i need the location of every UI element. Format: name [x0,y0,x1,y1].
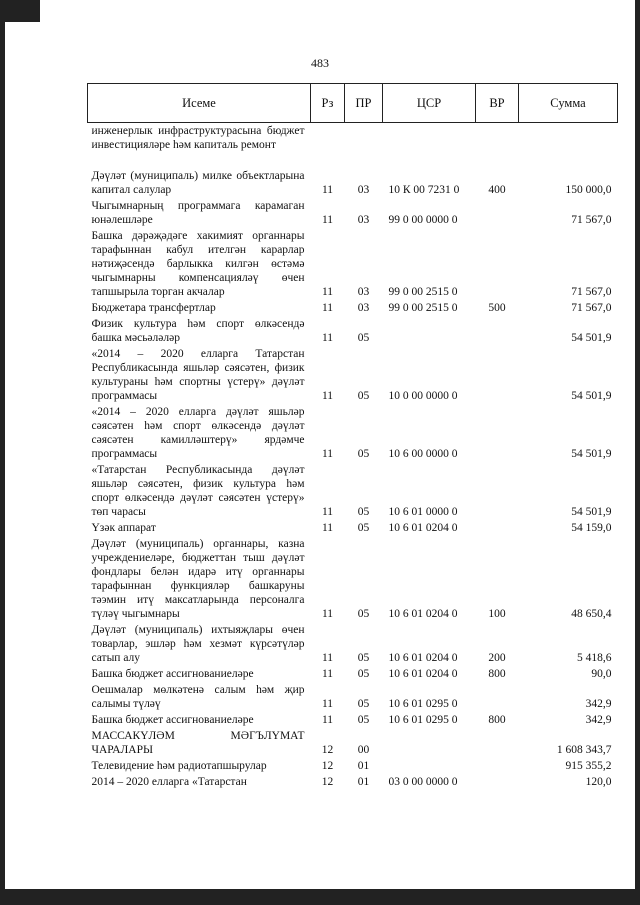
cell-vr [476,682,519,712]
cell-sum: 90,0 [591,668,612,680]
cell-pr: 05 [357,668,370,680]
cell-pr: 05 [357,698,370,710]
cell-name: инженерлык инфраструктурасына бюджет инвестицияләре һәм капиталь ремонт [91,125,305,151]
table-row [88,404,618,462]
table-row [88,536,618,622]
cell-csr: 10 6 01 0000 0 [388,506,458,518]
cell-csr [383,123,476,169]
cell-pr: 01 [357,760,370,772]
cell-vr: 500 [488,302,506,314]
cell-pr: 05 [357,608,370,620]
scan-edge-left [0,0,5,905]
cell-pr: 05 [357,332,370,344]
table-row [88,462,618,520]
cell-rz: 11 [321,652,334,664]
cell-pr: 01 [357,776,370,788]
cell-csr: 10 К 00 7231 0 [388,184,460,196]
cell-csr: 10 6 00 0000 0 [388,448,458,460]
cell-pr: 05 [357,448,370,460]
cell-sum: 150 000,0 [565,184,612,196]
cell-csr: 10 6 01 0204 0 [388,668,458,680]
cell-name: «2014 – 2020 елларга дәүләт яшьләр сәясәтен һәм спорт өлкәсендә дәүләт сәясәтен камилләштерү» ярдәмче программасы [91,406,305,460]
cell-pr [345,123,383,169]
cell-rz [311,123,345,169]
cell-name: «2014 – 2020 елларга Татарстан Республикасында яшьләр сәясәтен, физик культураны һәм спортны үстерү» дәүләт программасы [91,348,305,402]
cell-vr [476,774,519,790]
table-row [88,123,618,169]
table-row [88,622,618,666]
cell-vr [476,728,519,758]
cell-rz: 11 [321,302,334,314]
cell-name: Дәүләт (муниципаль) милке объектларына капитал салулар [91,170,305,196]
cell-name: Башка бюджет ассигнованиеләре [91,714,254,726]
cell-vr [476,758,519,774]
cell-pr: 05 [357,506,370,518]
cell-sum: 915 355,2 [565,760,612,772]
cell-pr: 05 [357,652,370,664]
cell-vr [476,198,519,228]
cell-csr: 99 0 00 2515 0 [388,302,458,314]
table-row [88,198,618,228]
cell-vr: 800 [488,668,506,680]
table-row [88,346,618,404]
header-name: Исеме [88,84,311,123]
cell-vr [476,520,519,536]
cell-csr [383,758,476,774]
table-row [88,682,618,712]
budget-table [87,83,618,790]
cell-csr: 99 0 00 0000 0 [388,214,458,226]
cell-rz: 11 [321,698,334,710]
table-row [88,774,618,790]
cell-pr: 03 [357,286,370,298]
cell-rz: 11 [321,448,334,460]
cell-sum: 342,9 [585,698,612,710]
cell-rz: 11 [321,214,334,226]
header-rz: Рз [311,84,345,123]
cell-rz: 11 [321,184,334,196]
cell-pr: 05 [357,522,370,534]
cell-csr [383,316,476,346]
cell-rz: 11 [321,608,334,620]
table-row [88,168,618,198]
scan-edge-top [0,0,40,22]
cell-csr: 10 6 01 0204 0 [388,652,458,664]
cell-sum: 48 650,4 [571,608,612,620]
table-row [88,316,618,346]
cell-sum: 342,9 [585,714,612,726]
cell-pr: 03 [357,302,370,314]
cell-sum: 54 501,9 [571,448,612,460]
cell-name: «Татарстан Республикасында дәүләт яшьләр сәясәтен, физик культура һәм спорт өлкәсендә дәүләт сәясәтен үстерү» төп чарасы [91,464,305,518]
cell-rz: 11 [321,286,334,298]
cell-csr: 99 0 00 2515 0 [388,286,458,298]
cell-vr [476,346,519,404]
cell-pr: 05 [357,714,370,726]
cell-rz: 11 [321,390,334,402]
scan-edge-right [635,0,640,905]
cell-rz: 12 [321,760,334,772]
cell-csr: 10 6 01 0295 0 [388,714,458,726]
cell-csr: 10 6 01 0204 0 [388,608,458,620]
cell-vr [476,316,519,346]
cell-sum [519,123,618,169]
cell-name: 2014 – 2020 елларга «Татарстан [91,776,247,788]
cell-name: Дәүләт (муниципаль) ихтыяҗлары өчен товарлар, эшләр һәм хезмәт күрсәтүләр сатып алу [91,624,305,664]
cell-rz: 11 [321,668,334,680]
cell-name: Дәүләт (муниципаль) органнары, казна учреждениеләре, бюджеттан тыш дәүләт фондлары белән идарә итү органнары тарафыннан функцияләр башкаруны тәэмин итү максатларында персоналга түләү чыгымнары [91,538,305,620]
cell-name: Оешмалар мөлкәтенә салым һәм җир салымы түләү [91,684,305,710]
page-number: 483 [311,56,329,70]
cell-vr [476,123,519,169]
table-row [88,228,618,300]
cell-pr: 00 [357,744,370,756]
cell-vr [476,462,519,520]
cell-vr [476,228,519,300]
cell-name: Бюджетара трансфертлар [91,302,216,314]
cell-sum: 71 567,0 [571,286,612,298]
cell-sum: 120,0 [585,776,612,788]
cell-pr: 05 [357,390,370,402]
table-row [88,728,618,758]
header-vr: ВР [476,84,519,123]
cell-sum: 1 608 343,7 [556,744,612,756]
cell-csr: 10 6 01 0204 0 [388,522,458,534]
scan-edge-bottom [0,889,640,905]
table-row [88,520,618,536]
cell-name: Башка бюджет ассигнованиеләре [91,668,254,680]
table-row [88,758,618,774]
header-csr: ЦСР [383,84,476,123]
header-pr: ПР [345,84,383,123]
cell-sum: 71 567,0 [571,302,612,314]
cell-sum: 71 567,0 [571,214,612,226]
cell-rz: 11 [321,332,334,344]
cell-sum: 54 501,9 [571,506,612,518]
cell-sum: 5 418,6 [577,652,612,664]
cell-rz: 11 [321,506,334,518]
cell-csr [383,728,476,758]
cell-name: Чыгымнарның программага карамаган юнәлешләре [91,200,305,226]
cell-csr: 03 0 00 0000 0 [388,776,458,788]
cell-pr: 03 [357,214,370,226]
cell-vr: 100 [488,608,506,620]
cell-name: Башка дәрәҗәдәге хакимият органнары тарафыннан кабул ителгән карарлар нәтиҗәсендә барлыкка килгән өстәмә чыгымнарны компенсацияләү өчен тапшырыла торган акчалар [91,230,305,298]
cell-sum: 54 501,9 [571,390,612,402]
cell-name: Физик культура һәм спорт өлкәсендә башка мәсьәләләр [91,318,305,344]
cell-name: Телевидение һәм радиотапшырулар [91,760,267,772]
cell-vr: 200 [488,652,506,664]
table-header-row [88,84,618,123]
cell-csr: 10 0 00 0000 0 [388,390,458,402]
table-row [88,300,618,316]
cell-rz: 11 [321,714,334,726]
cell-sum: 54 159,0 [571,522,612,534]
cell-rz: 12 [321,776,334,788]
table-row [88,712,618,728]
table-row [88,666,618,682]
cell-vr: 400 [488,184,506,196]
header-sum: Сумма [519,84,618,123]
cell-sum: 54 501,9 [571,332,612,344]
cell-csr: 10 6 01 0295 0 [388,698,458,710]
cell-name: Үзәк аппарат [91,522,156,534]
cell-vr: 800 [488,714,506,726]
cell-rz: 11 [321,522,334,534]
cell-pr: 03 [357,184,370,196]
cell-name: МАССАКҮЛӘМ МӘГЪЛҮМАТ ЧАРАЛАРЫ [91,730,305,756]
cell-rz: 12 [321,744,334,756]
cell-vr [476,404,519,462]
